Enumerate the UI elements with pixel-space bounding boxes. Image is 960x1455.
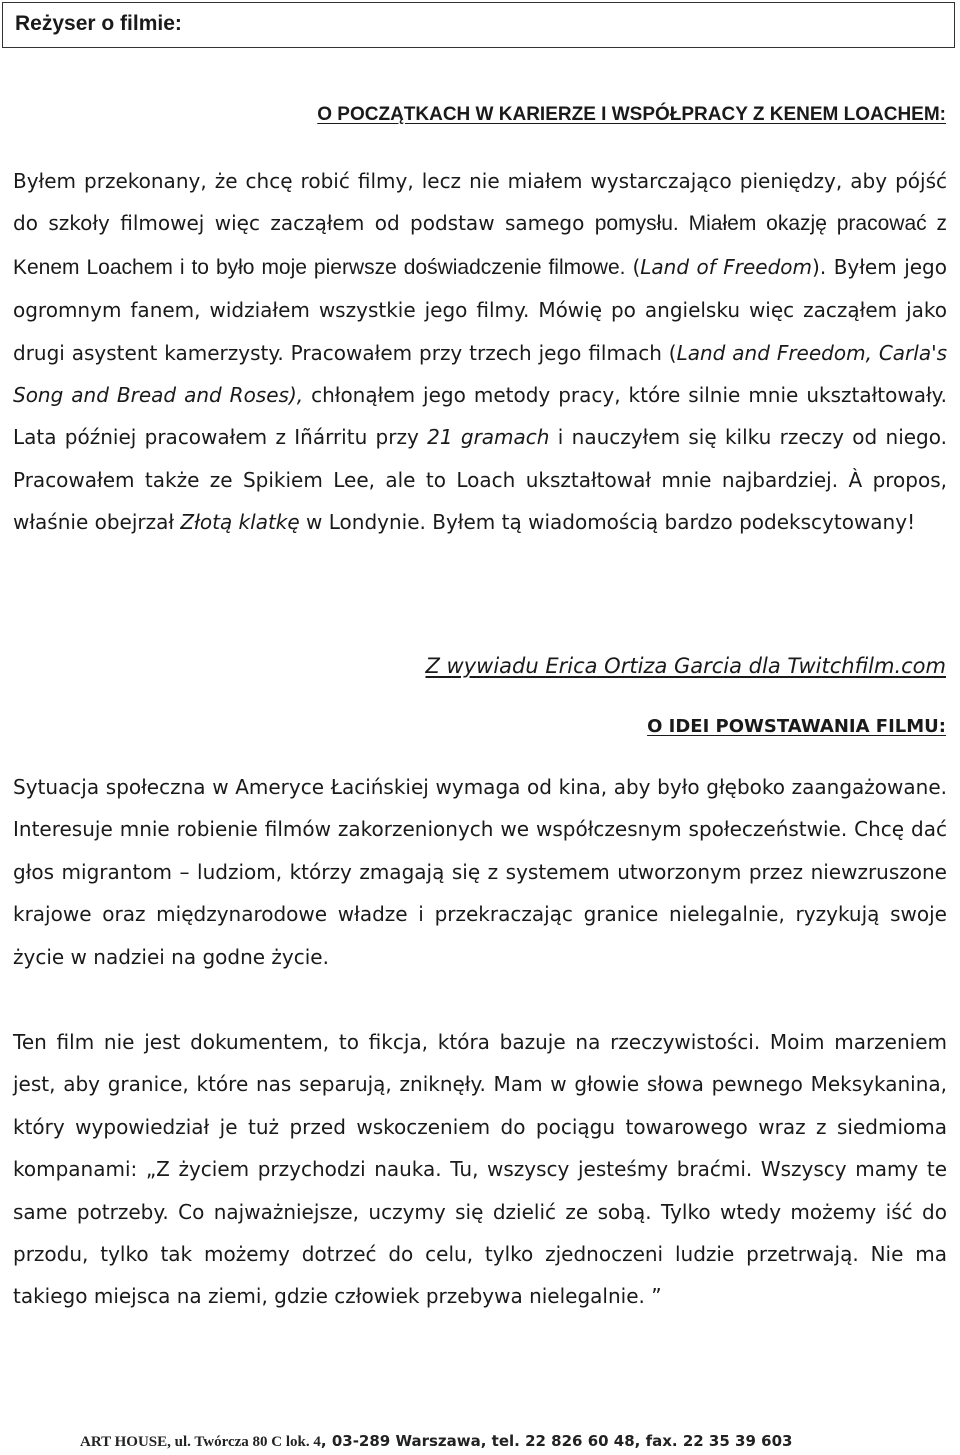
footer-contact: , 03-289 Warszawa, tel. 22 826 60 48, fax. 22 35 39 603 (320, 1432, 793, 1450)
header-box (2, 2, 955, 48)
interview-source: Z wywiadu Erica Ortiza Garcia dla Twitchfilm.com (425, 654, 946, 678)
text-run: w Londynie. Byłem tą wiadomością bardzo podekscytowany! (299, 510, 916, 535)
section-heading-career: O POCZĄTKACH W KARIERZE I WSPÓŁPRACY Z KENEM LOACHEM: (317, 104, 946, 125)
film-title: 21 gramach (427, 425, 550, 450)
text-run: pomysłu. Miałem okazję pracować z Kenem Loachem i to było moje pierwsze doświadczenie filmowe. (13, 212, 947, 279)
text-run: chłonąłem jego metody pracy, które silnie mnie ukształtowały. (303, 383, 947, 408)
text-run: Mówię po angielsku więc zacząłem jako drugi asystent kamerzysty. (13, 298, 947, 365)
film-title: Złotą klatkę (180, 510, 300, 535)
paragraph-idea-2: Ten film nie jest dokumentem, to fikcja, która bazuje na rzeczywistości. Moim marzeniem jest, aby granice, które nas separują, zniknęły. Mam w głowie słowa pewnego Meksykanina, który wypowiedział je tuż przed wskoczeniem do pociągu towarowego wraz z siedmioma kompanami: „Z życiem przychodzi nauka. Tu, wszyscy jesteśmy braćmi. Wszyscy mamy te same potrzeby. Co najważniejsze, uczymy się dzielić ze sobą. Tylko wtedy możemy iść do przodu, tylko tak możemy dotrzeć do celu, tylko zjednoczeni ludzie przetrwają. Nie ma takiego miejsca na ziemi, gdzie człowiek przebywa nielegalnie. ” (13, 1030, 947, 1309)
paragraph-idea-1: Sytuacja społeczna w Ameryce Łacińskiej wymaga od kina, aby było głęboko zaangażowane. Interesuje mnie robienie filmów zakorzenionych we współczesnym społeczeństwie. Chcę dać głos migrantom – ludziom, którzy zmagają się z systemem utworzonym przez niewzruszone krajowe oraz międzynarodowe władze i przekraczając granice nielegalnie, ryzykują swoje życie w nadziei na godne życie. (13, 775, 947, 969)
text-run: Byłem przekonany, że chcę robić filmy, lecz nie miałem wystarczająco pieniędzy, aby pójść do szkoły filmowej więc zacząłem od podstaw samego (13, 169, 947, 236)
paragraph-career (13, 160, 947, 544)
film-title: Land of Freedom (640, 254, 813, 279)
text-run: ). (812, 254, 834, 279)
page-title: Reżyser o filmie: (15, 12, 182, 35)
text-run: Pracowałem przy trzech jego filmach ( (290, 340, 677, 365)
text-run: ( (632, 254, 641, 279)
section-heading-idea: O IDEI POWSTAWANIA FILMU: (647, 716, 946, 737)
film-titles: Land and Freedom, Carla's Song and Bread and Roses), (13, 340, 948, 408)
text-run: Lata później pracowałem z Iñárritu przy (13, 425, 428, 450)
footer-address (80, 1432, 840, 1451)
text-run: i nauczyłem się kilku rzeczy od niego. Pracowałem także ze Spikiem Lee, ale to Loach ukształtował mnie najbardziej. À propos, właśnie obejrzał (13, 425, 947, 535)
footer-company: ART HOUSE, ul. Twórcza 80 C lok. 4 (80, 1434, 321, 1450)
text-run: Byłem jego ogromnym fanem, widziałem wszystkie jego filmy. (13, 254, 947, 323)
